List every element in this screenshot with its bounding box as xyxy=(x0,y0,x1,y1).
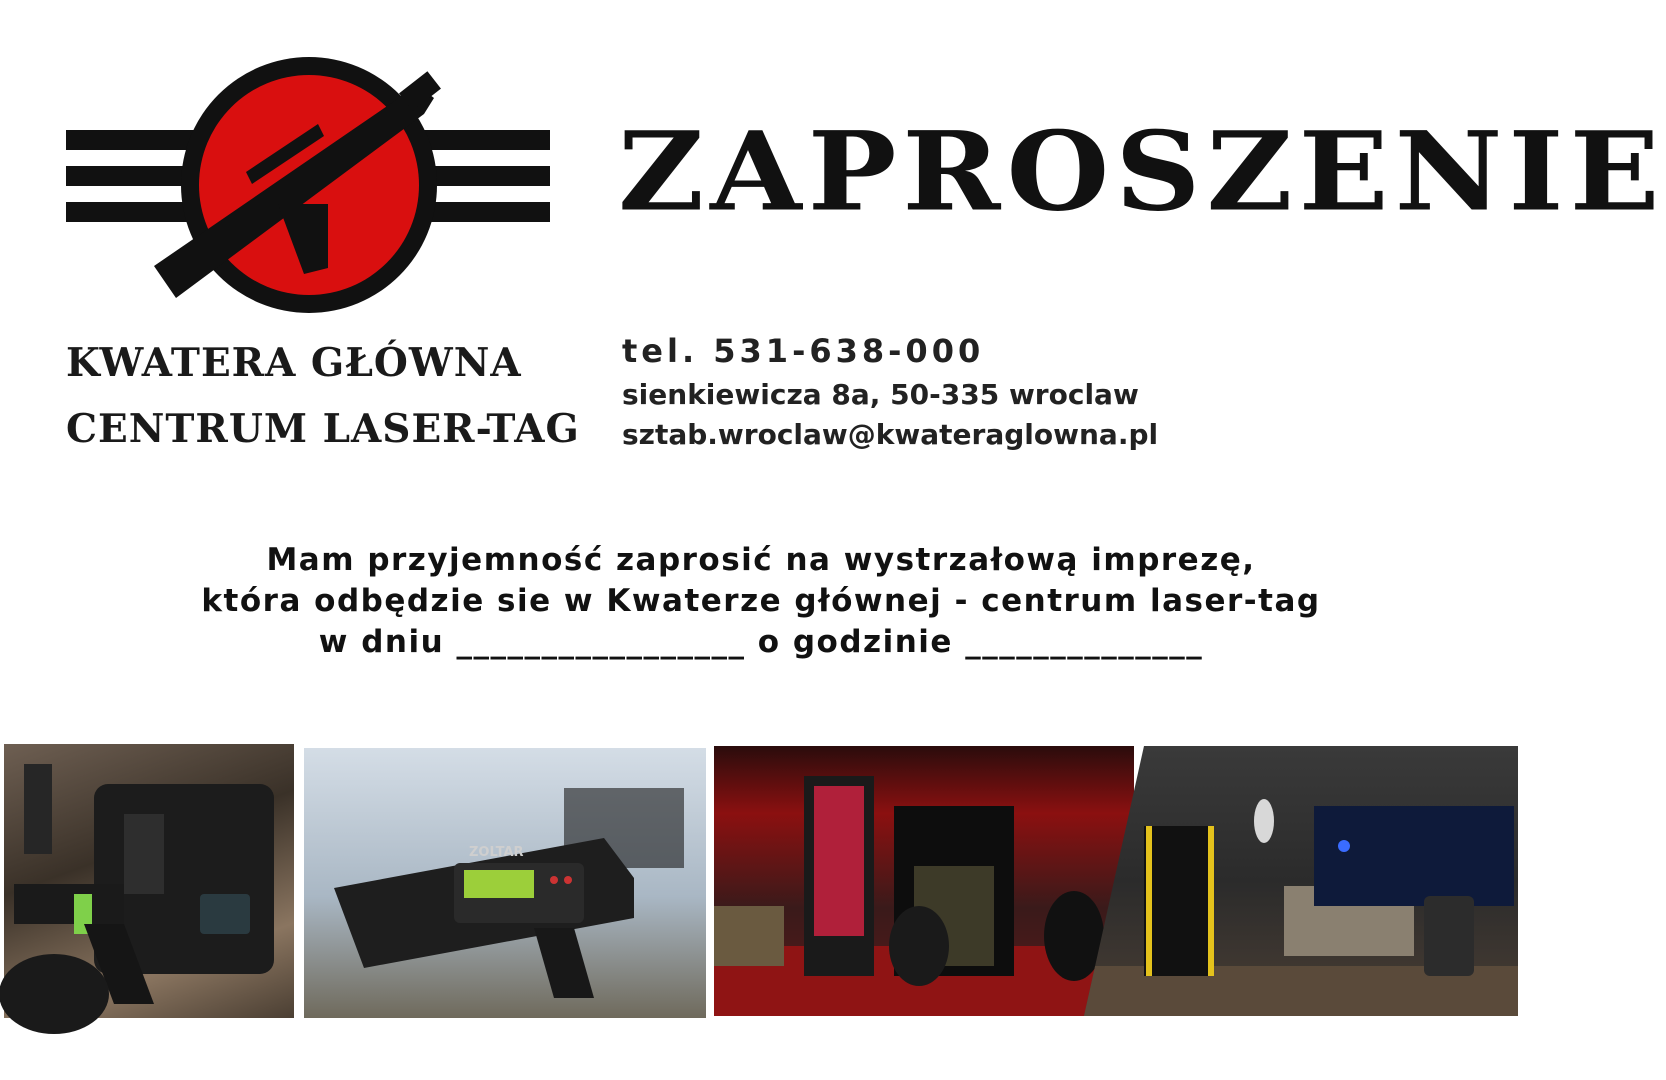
company-logo xyxy=(66,54,550,316)
invitation-text xyxy=(0,540,1522,663)
photo-gun-and-vest xyxy=(4,744,294,1018)
phone-number: tel. 531-638-000 xyxy=(622,332,985,370)
address: sienkiewicza 8a, 50-335 wroclaw xyxy=(622,378,1139,411)
invitation-line-3: w dniu _________________ o godzinie ______________ xyxy=(318,624,1204,660)
invitation-line-1: Mam przyjemność zaprosić na wystrzałową imprezę, xyxy=(266,542,1256,578)
photo-arena-red-room xyxy=(714,746,1134,1016)
gun-brand-label: ZOLTAR xyxy=(469,845,524,860)
brand-name: KWATERA GŁÓWNA xyxy=(66,340,522,386)
laser-gun-emblem-icon xyxy=(66,54,550,316)
invitation-title: ZAPROSZENIE xyxy=(618,107,1666,236)
email-address: sztab.wroclaw@kwateraglowna.pl xyxy=(622,418,1159,451)
photo-arena-dark-room xyxy=(1084,746,1518,1016)
invitation-line-2: która odbędzie sie w Kwaterze głównej - centrum laser-tag xyxy=(201,583,1321,619)
photo-laser-gun-closeup xyxy=(304,748,706,1018)
brand-subtitle: CENTRUM LASER-TAG xyxy=(66,406,580,452)
